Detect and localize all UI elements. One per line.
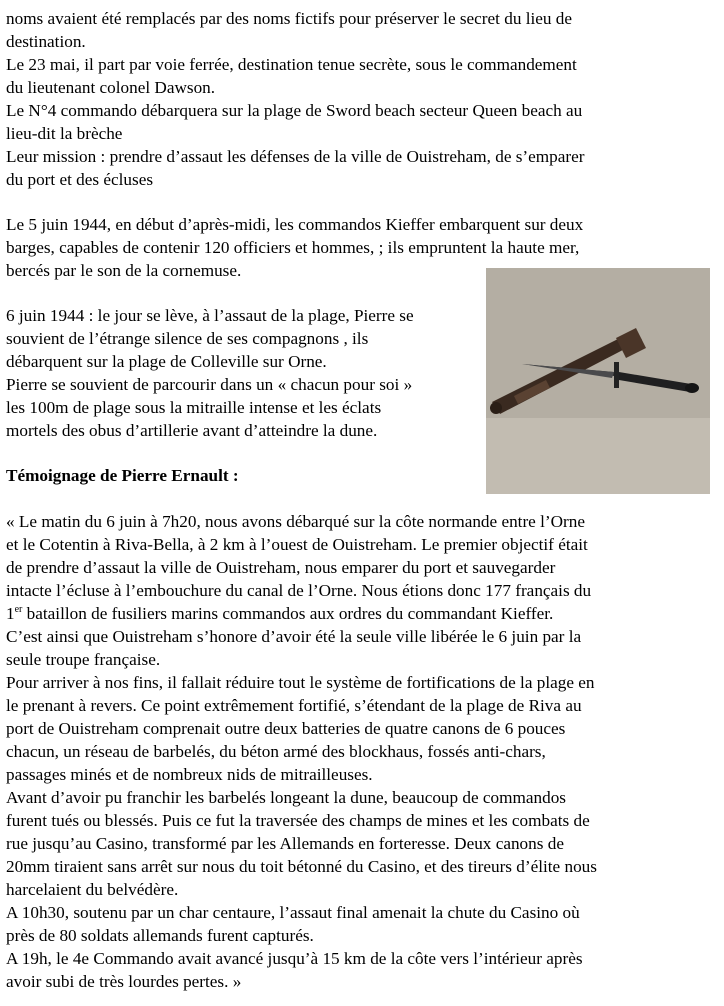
text-line: avoir subi de très lourdes pertes. »	[6, 972, 242, 991]
text-line: harcelaient du belvédère.	[6, 880, 179, 899]
text-line: A 19h, le 4e Commando avait avancé jusqu’à 15 km de la côte vers l’intérieur après	[6, 949, 583, 968]
text-line: et le Cotentin à Riva-Bella, à 2 km à l’ouest de Ouistreham. Le premier objectif était	[6, 535, 588, 554]
section-heading: Témoignage de Pierre Ernault :	[6, 466, 239, 485]
dagger-icon	[486, 268, 710, 494]
ordinal-number: 1	[6, 604, 15, 623]
text-line: barges, capables de contenir 120 officiers et hommes, ; ils empruntent la haute mer,	[6, 238, 580, 257]
text-line: rue jusqu’au Casino, transformé par les Allemands en forteresse. Deux canons de	[6, 834, 564, 853]
text-line: Pour arriver à nos fins, il fallait réduire tout le système de fortifications de la plage en	[6, 673, 595, 692]
text-line: bercés par le son de la cornemuse.	[6, 261, 242, 280]
text-line: 6 juin 1944 : le jour se lève, à l’assaut de la plage, Pierre se	[6, 306, 414, 325]
text-line: Pierre se souvient de parcourir dans un « chacun pour soi »	[6, 375, 413, 394]
text-line: le prenant à revers. Ce point extrêmement fortifié, s’étendant de la plage de Riva au	[6, 696, 582, 715]
text-line: seule troupe française.	[6, 650, 161, 669]
text-line: chacun, un réseau de barbelés, du béton armé des blockhaus, fossés anti-chars,	[6, 742, 546, 761]
text-line: débarquent sur la plage de Colleville sur Orne.	[6, 352, 327, 371]
text-line: C’est ainsi que Ouistreham s’honore d’avoir été la seule ville libérée le 6 juin par la	[6, 627, 582, 646]
text-line: Avant d’avoir pu franchir les barbelés longeant la dune, beaucoup de commandos	[6, 788, 566, 807]
text-line: A 10h30, soutenu par un char centaure, l’assaut final amenait la chute du Casino où	[6, 903, 580, 922]
text-line: furent tués ou blessés. Puis ce fut la traversée des champs de mines et les combats de	[6, 811, 590, 830]
text-line: noms avaient été remplacés par des noms fictifs pour préserver le secret du lieu de	[6, 9, 573, 28]
text-line: destination.	[6, 32, 86, 51]
text-line: lieu-dit la brèche	[6, 124, 123, 143]
text-line: passages minés et de nombreux nids de mitrailleuses.	[6, 765, 373, 784]
text-line: du lieutenant colonel Dawson.	[6, 78, 216, 97]
text-line: les 100m de plage sous la mitraille intense et les éclats	[6, 398, 382, 417]
text-line: « Le matin du 6 juin à 7h20, nous avons débarqué sur la côte normande entre l’Orne	[6, 512, 585, 531]
text-line-rest: bataillon de fusiliers marins commandos aux ordres du commandant Kieffer.	[22, 604, 554, 623]
text-line: Le 23 mai, il part par voie ferrée, destination tenue secrète, sous le commandement	[6, 55, 577, 74]
text-line: port de Ouistreham comprenait outre deux batteries de quatre canons de 6 pouces	[6, 719, 566, 738]
ordinal-suffix: er	[14, 604, 23, 615]
text-line: souvient de l’étrange silence de ses compagnons , ils	[6, 329, 369, 348]
text-line: Le N°4 commando débarquera sur la plage de Sword beach secteur Queen beach au	[6, 101, 583, 120]
text-line: du port et des écluses	[6, 170, 154, 189]
text-line: Le 5 juin 1944, en début d’après-midi, les commandos Kieffer embarquent sur deux	[6, 215, 584, 234]
text-line: mortels des obus d’artillerie avant d’atteindre la dune.	[6, 421, 378, 440]
text-line: de prendre d’assaut la ville de Ouistreham, nous emparer du port et sauvegarder	[6, 558, 556, 577]
text-line	[6, 603, 553, 625]
text-line: intacte l’écluse à l’embouchure du canal de l’Orne. Nous étions donc 177 français du	[6, 581, 592, 600]
text-line: Leur mission : prendre d’assaut les défenses de la ville de Ouistreham, de s’emparer	[6, 147, 585, 166]
text-line: 20mm tiraient sans arrêt sur nous du toit bétonné du Casino, et des tireurs d’élite nous	[6, 857, 597, 876]
commando-dagger-photo	[486, 268, 710, 494]
text-line: près de 80 soldats allemands furent capturés.	[6, 926, 314, 945]
